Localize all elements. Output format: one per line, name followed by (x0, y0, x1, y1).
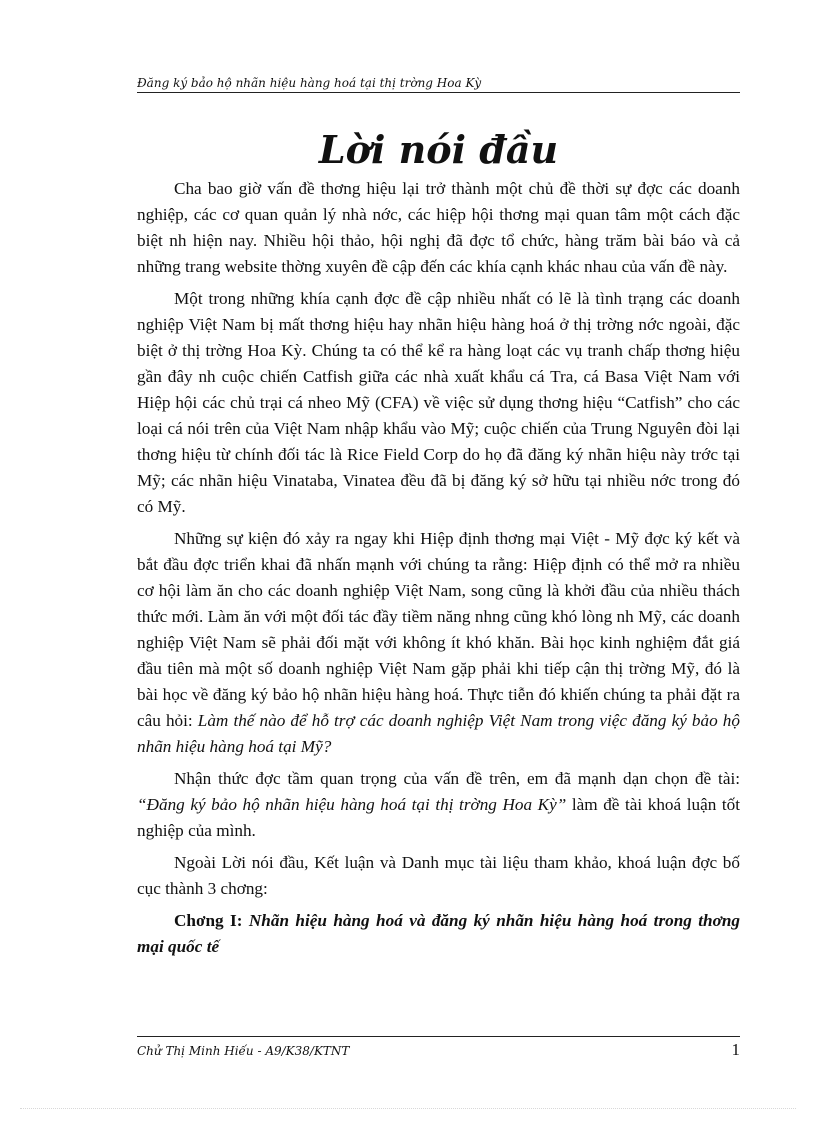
paragraph-4-end: làm đề tài khoá luận tốt nghiệp của mình. (137, 795, 741, 840)
paragraph-1: Cha bao giờ vấn đề thơng hiệu lại trở thành một chủ đề thời sự đợc các doanh nghiệp, các cơ quan quản lý nhà nớc, các hiệp hội thơng mại quan tâm một cách đặc biệt nh hiện nay. Nhiều hội thảo, hội nghị đã đợc tổ chức, hàng trăm bài báo và cả những trang website thờng xuyên đề cập đến các khía cạnh khác nhau của vấn đề này. (137, 179, 740, 276)
page-bottom-divider (20, 1108, 796, 1109)
chapter-1-heading (137, 908, 740, 960)
paragraph-3-text: Những sự kiện đó xảy ra ngay khi Hiệp định thơng mại Việt - Mỹ đợc ký kết và bắt đầu đợc triển khai đã nhấn mạnh với chúng ta rằng: Hiệp định có thể mở ra nhiều cơ hội làm ăn cho các doanh nghiệp Việt Nam, song cũng là khởi đầu của nhiều thách thức mới. Làm ăn với một đối tác đầy tiềm năng nhng cũng khó lòng nh Mỹ, các doanh nghiệp Việt Nam sẽ phải đối mặt với không ít khó khăn. Bài học kinh nghiệm đắt giá đầu tiên mà một số doanh nghiệp Việt Nam gặp phải khi tiếp cận thị trờng Mỹ, đó là bài học về đăng ký bảo hộ nhãn hiệu hàng hoá. Thực tiễn đó khiến chúng ta phải đặt ra câu hỏi: (137, 529, 740, 730)
thesis-topic: “Đăng ký bảo hộ nhãn hiệu hàng hoá tại thị trờng Hoa Kỳ” (137, 795, 567, 814)
paragraph-3 (137, 526, 740, 760)
research-question: Làm thế nào để hỗ trợ các doanh nghiệp Việt Nam trong việc đăng ký bảo hộ nhãn hiệu hàng hoá tại Mỹ? (137, 711, 740, 756)
running-header: Đăng ký bảo hộ nhãn hiệu hàng hoá tại thị trờng Hoa Kỳ (137, 76, 740, 93)
paragraph-4-start: Nhận thức đợc tầm quan trọng của vấn đề trên, em đã mạnh dạn chọn đề tài: (174, 769, 740, 788)
paragraph-4 (137, 766, 740, 844)
chapter-1-label: Chơng I: (174, 911, 249, 930)
footer-divider (137, 1036, 740, 1037)
body-text (137, 176, 740, 966)
paragraph-5: Ngoài Lời nói đầu, Kết luận và Danh mục tài liệu tham khảo, khoá luận đợc bố cục thành 3 chơng: (137, 853, 740, 898)
section-title: Lời nói đầu (318, 127, 559, 172)
paragraph-2: Một trong những khía cạnh đợc đề cập nhiều nhất có lẽ là tình trạng các doanh nghiệp Việt Nam bị mất thơng hiệu hay nhãn hiệu hàng hoá ở thị trờng nớc ngoài, đặc biệt ở thị trờng Hoa Kỳ. Chúng ta có thể kể ra hàng loạt các vụ tranh chấp thơng hiệu gần đây nh cuộc chiến Catfish giữa các nhà xuất khẩu cá Tra, cá Basa Việt Nam với Hiệp hội các chủ trại cá nheo Mỹ (CFA) về việc sử dụng thơng hiệu “Catfish” cho các loại cá nói trên của Việt Nam nhập khẩu vào Mỹ; cuộc chiến của Trung Nguyên đòi lại thơng hiệu từ chính đối tác là Rice Field Corp do họ đã đăng ký nhãn hiệu này trớc tại Mỹ; các nhãn hiệu Vinataba, Vinatea đều đã bị đăng ký sở hữu tại nhiều nớc trong đó có Mỹ. (137, 289, 740, 516)
footer-author: Chử Thị Minh Hiếu - A9/K38/KTNT (137, 1044, 350, 1058)
page-number: 1 (731, 1040, 740, 1059)
chapter-1-title: Nhãn hiệu hàng hoá và đăng ký nhãn hiệu hàng hoá trong thơng mại quốc tế (137, 911, 740, 956)
